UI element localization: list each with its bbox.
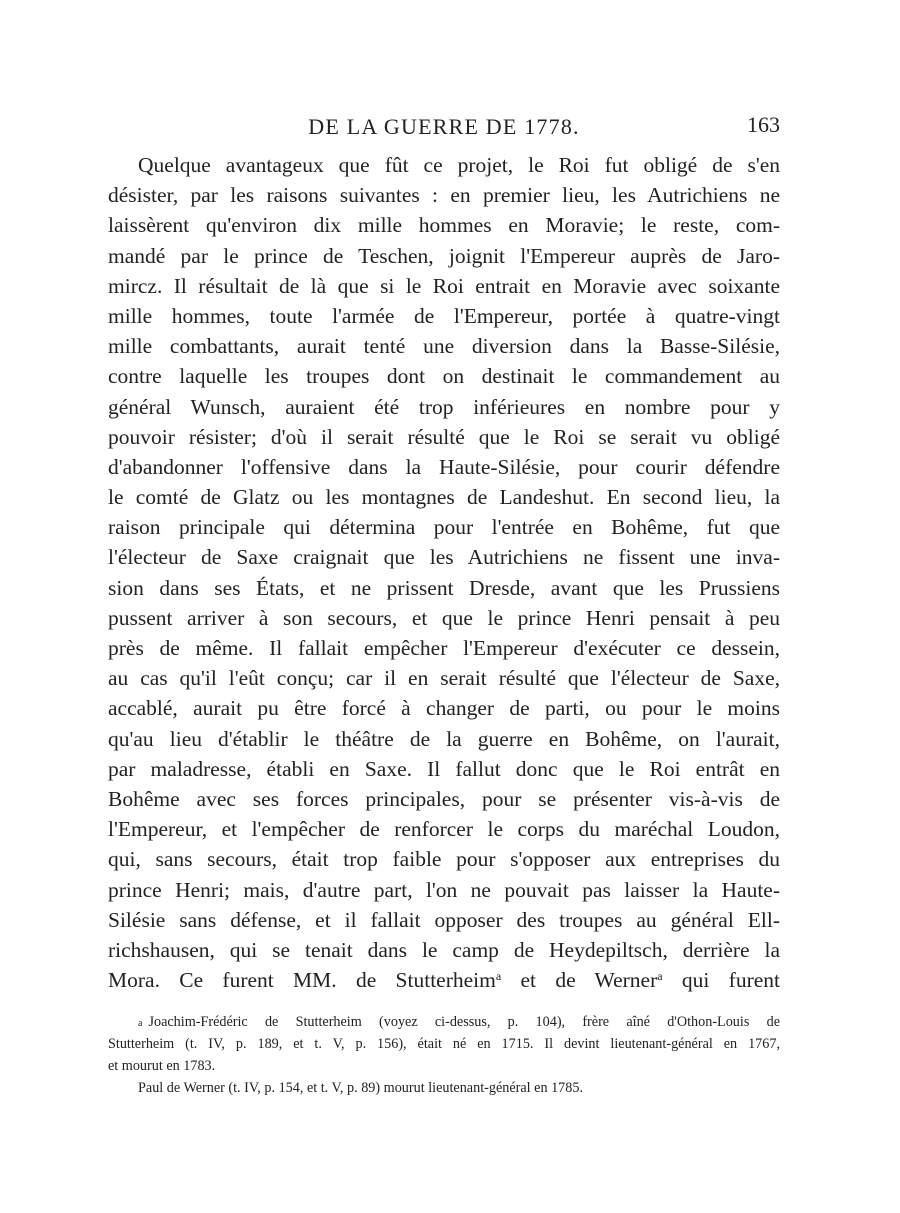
text-line: prince Henri; mais, d'autre part, l'on ne pouvait pas laisser la Haute- bbox=[108, 877, 780, 902]
footnote-text: Joachim-Frédéric de Stutterheim (voyez ci-dessus, p. 104), frère aîné d'Othon-Louis de bbox=[148, 1014, 780, 1030]
text-line: au cas qu'il l'eût conçu; car il en serait résulté que l'électeur de Saxe, bbox=[108, 666, 780, 691]
footnote-reference: a bbox=[495, 969, 502, 984]
body-text bbox=[108, 150, 780, 995]
text-line-last bbox=[108, 965, 780, 995]
running-title: DE LA GUERRE DE 1778. bbox=[308, 114, 580, 139]
text-line: l'électeur de Saxe craignait que les Autrichiens ne fissent une inva- bbox=[108, 545, 780, 570]
text-line: pouvoir résister; d'où il serait résulté que le Roi se serait vu obligé bbox=[108, 424, 780, 449]
text-line: laissèrent qu'environ dix mille hommes en Moravie; le reste, com- bbox=[108, 213, 780, 238]
text-line: le comté de Glatz ou les montagnes de Landeshut. En second lieu, la bbox=[108, 485, 780, 510]
text-segment: Mora. Ce furent MM. de Stutterheim bbox=[108, 968, 496, 993]
footnote-mark: a bbox=[138, 1018, 143, 1029]
text-line: mircz. Il résultait de là que si le Roi entrait en Moravie avec soixante bbox=[108, 273, 780, 298]
text-line: mille hommes, toute l'armée de l'Empereur, portée à quatre-vingt bbox=[108, 303, 780, 328]
text-line: Silésie sans défense, et il fallait opposer des troupes au général Ell- bbox=[108, 907, 780, 932]
footnotes bbox=[108, 1011, 780, 1099]
text-line: richshausen, qui se tenait dans le camp de Heydepiltsch, derrière la bbox=[108, 937, 780, 962]
text-line: général Wunsch, auraient été trop inférieures en nombre pour y bbox=[108, 394, 780, 419]
text-line: raison principale qui détermina pour l'entrée en Bohême, fut que bbox=[108, 515, 780, 540]
page-number: 163 bbox=[747, 112, 780, 137]
text-line: Quelque avantageux que fût ce projet, le Roi fut obligé de s'en bbox=[138, 153, 780, 177]
text-line: d'abandonner l'offensive dans la Haute-Silésie, pour courir défendre bbox=[108, 454, 780, 479]
text-line: contre laquelle les troupes dont on destinait le commandement au bbox=[108, 364, 780, 389]
text-line: pussent arriver à son secours, et que le prince Henri pensait à peu bbox=[108, 605, 780, 630]
footnote-line bbox=[108, 1011, 780, 1033]
text-segment: qui furent bbox=[662, 968, 780, 993]
text-line: l'Empereur, et l'empêcher de renforcer le corps du maréchal Loudon, bbox=[108, 817, 780, 842]
text-line: mille combattants, aurait tenté une diversion dans la Basse-Silésie, bbox=[108, 334, 780, 359]
footnote-line: Stutterheim (t. IV, p. 189, et t. V, p. 156), était né en 1715. Il devint lieutenant-général en 1767, bbox=[108, 1036, 780, 1052]
text-line: Bohême avec ses forces principales, pour se présenter vis-à-vis de bbox=[108, 786, 780, 811]
footnote-line: Paul de Werner (t. IV, p. 154, et t. V, p. 89) mourut lieutenant-général en 1785. bbox=[138, 1080, 584, 1096]
text-line: qui, sans secours, était trop faible pour s'opposer aux entreprises du bbox=[108, 847, 780, 872]
text-line: près de même. Il fallait empêcher l'Empereur d'exécuter ce dessein, bbox=[108, 636, 780, 660]
text-line: mandé par le prince de Teschen, joignit l'Empereur auprès de Jaro- bbox=[108, 243, 780, 268]
running-head bbox=[108, 112, 780, 146]
text-line: accablé, aurait pu être forcé à changer de parti, ou pour le moins bbox=[108, 696, 780, 721]
footnote-reference: a bbox=[657, 969, 663, 984]
text-segment: et de Werner bbox=[501, 968, 658, 993]
text-line: désister, par les raisons suivantes : en premier lieu, les Autrichiens ne bbox=[108, 183, 780, 208]
text-line: qu'au lieu d'établir le théâtre de la guerre en Bohême, on l'aurait, bbox=[108, 726, 780, 751]
text-line: sion dans ses États, et ne prissent Dresde, avant que les Prussiens bbox=[108, 575, 780, 600]
text-line: par maladresse, établi en Saxe. Il fallut donc que le Roi entrât en bbox=[108, 756, 780, 781]
footnote-line: et mourut en 1783. bbox=[108, 1058, 216, 1074]
